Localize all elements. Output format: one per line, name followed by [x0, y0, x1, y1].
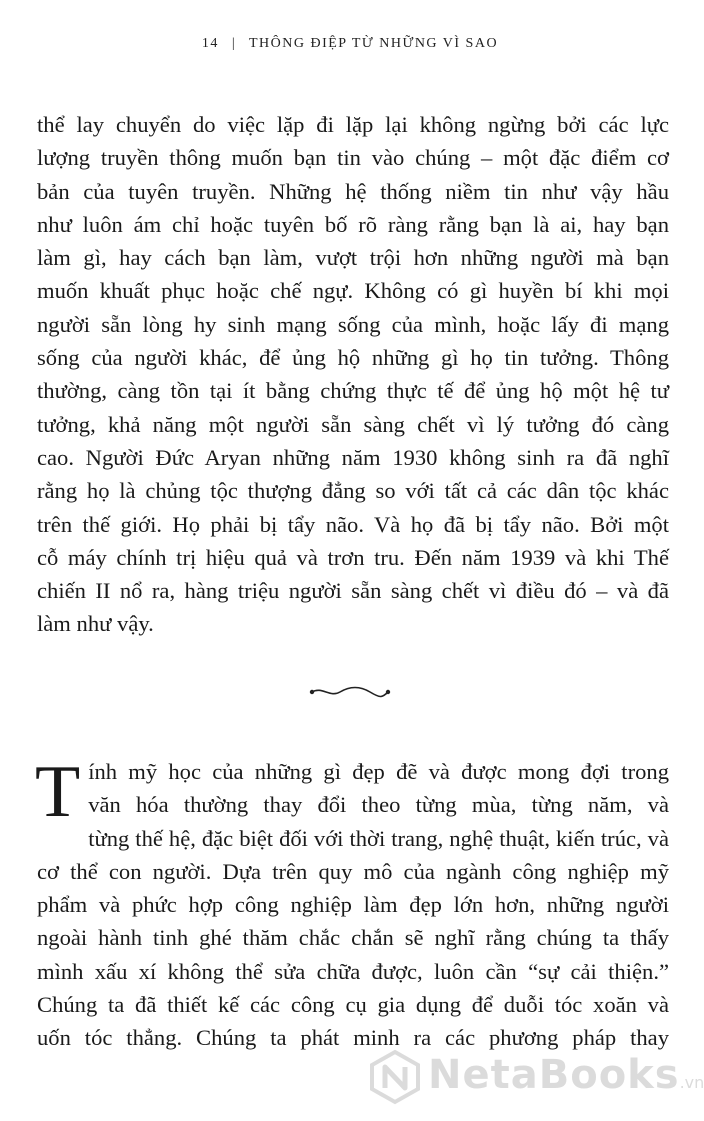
text-line: rằng họ là chủng tộc thượng đẳng so với tất cả các dân tộc khác [37, 478, 669, 504]
text-line: như luôn ám chỉ hoặc tuyên bố rõ ràng rằng bạn là ai, hay bạn [37, 211, 669, 237]
text-line: từng thế hệ, đặc biệt đối với thời trang, nghệ thuật, kiến trúc, và [88, 825, 669, 851]
text-line: uốn tóc thẳng. Chúng ta phát minh ra các phương pháp thay [37, 1025, 669, 1051]
paragraph-1 [37, 108, 669, 641]
text-line: sống của người khác, để ủng hộ những gì họ tin tưởng. Thông [37, 345, 669, 371]
text-line: trên thế giới. Họ phải bị tẩy não. Và họ đã bị tẩy não. Bởi một [37, 511, 669, 537]
header-separator: | [231, 36, 237, 51]
watermark [368, 1046, 704, 1106]
running-head [0, 36, 700, 52]
text-line: thể lay chuyển do việc lặp đi lặp lại không ngừng bởi các lực [37, 112, 669, 137]
text-line: người sẵn lòng hy sinh mạng sống của mình, hoặc lấy đi mạng [37, 311, 669, 337]
text-line: làm gì, hay cách bạn làm, vượt trội hơn những người mà bạn [37, 245, 669, 271]
text-line: Chúng ta đã thiết kế các công cụ gia dụng để duỗi tóc xoăn và [37, 992, 669, 1018]
page-number: 14 [201, 36, 219, 51]
text-line: phẩm và phức hợp công nghiệp làm đẹp lớn hơn, những người [37, 892, 669, 918]
text-line: tưởng, khả năng một người sẵn sàng chết vì lý tưởng đó càng [37, 411, 669, 437]
watermark-text [428, 1052, 704, 1098]
text-line: ngoài hành tinh ghé thăm chắc chắn sẽ nghĩ rằng chúng ta thấy [37, 925, 669, 951]
text-line: cơ thể con người. Dựa trên quy mô của ngành công nghiệp mỹ [37, 858, 669, 884]
watermark-brand: NetaBooks [428, 1052, 680, 1098]
text-line: cao. Người Đức Aryan những năm 1930 không sinh ra đã nghĩ [37, 444, 669, 470]
text-line: thường, càng tồn tại ít bằng chứng thực tế để ủng hộ một hệ tư [37, 378, 669, 404]
text-line: làm như vậy. [37, 611, 154, 637]
section-break-ornament-icon [308, 684, 392, 700]
text-line: bản của tuyên truyền. Những hệ thống niềm tin như vậy hầu [37, 178, 669, 204]
netabooks-logo-icon [368, 1050, 422, 1104]
text-line: chiến II nổ ra, hàng triệu người sẵn sàng chết vì điều đó – và đã [37, 578, 669, 604]
paragraph-2 [35, 751, 669, 1055]
watermark-suffix: .vn [679, 1073, 704, 1092]
text-line: mình xấu xí không thể sửa chữa được, luôn cần “sự cải thiện.” [37, 958, 669, 984]
text-line: văn hóa thường thay đổi theo từng mùa, từng năm, và [88, 792, 669, 818]
text-line: cỗ máy chính trị hiệu quả và trơn tru. Đến năm 1939 và khi Thế [37, 544, 669, 570]
book-title: THÔNG ĐIỆP TỪ NHỮNG VÌ SAO [248, 36, 499, 51]
drop-cap: T [35, 751, 81, 833]
text-line: lượng truyền thông muốn bạn tin vào chúng – một đặc điểm cơ [37, 145, 669, 171]
text-line: ính mỹ học của những gì đẹp đẽ và được mong đợi trong [88, 759, 669, 784]
text-line: muốn khuất phục hoặc chế ngự. Không có gì huyền bí khi mọi [37, 278, 669, 304]
